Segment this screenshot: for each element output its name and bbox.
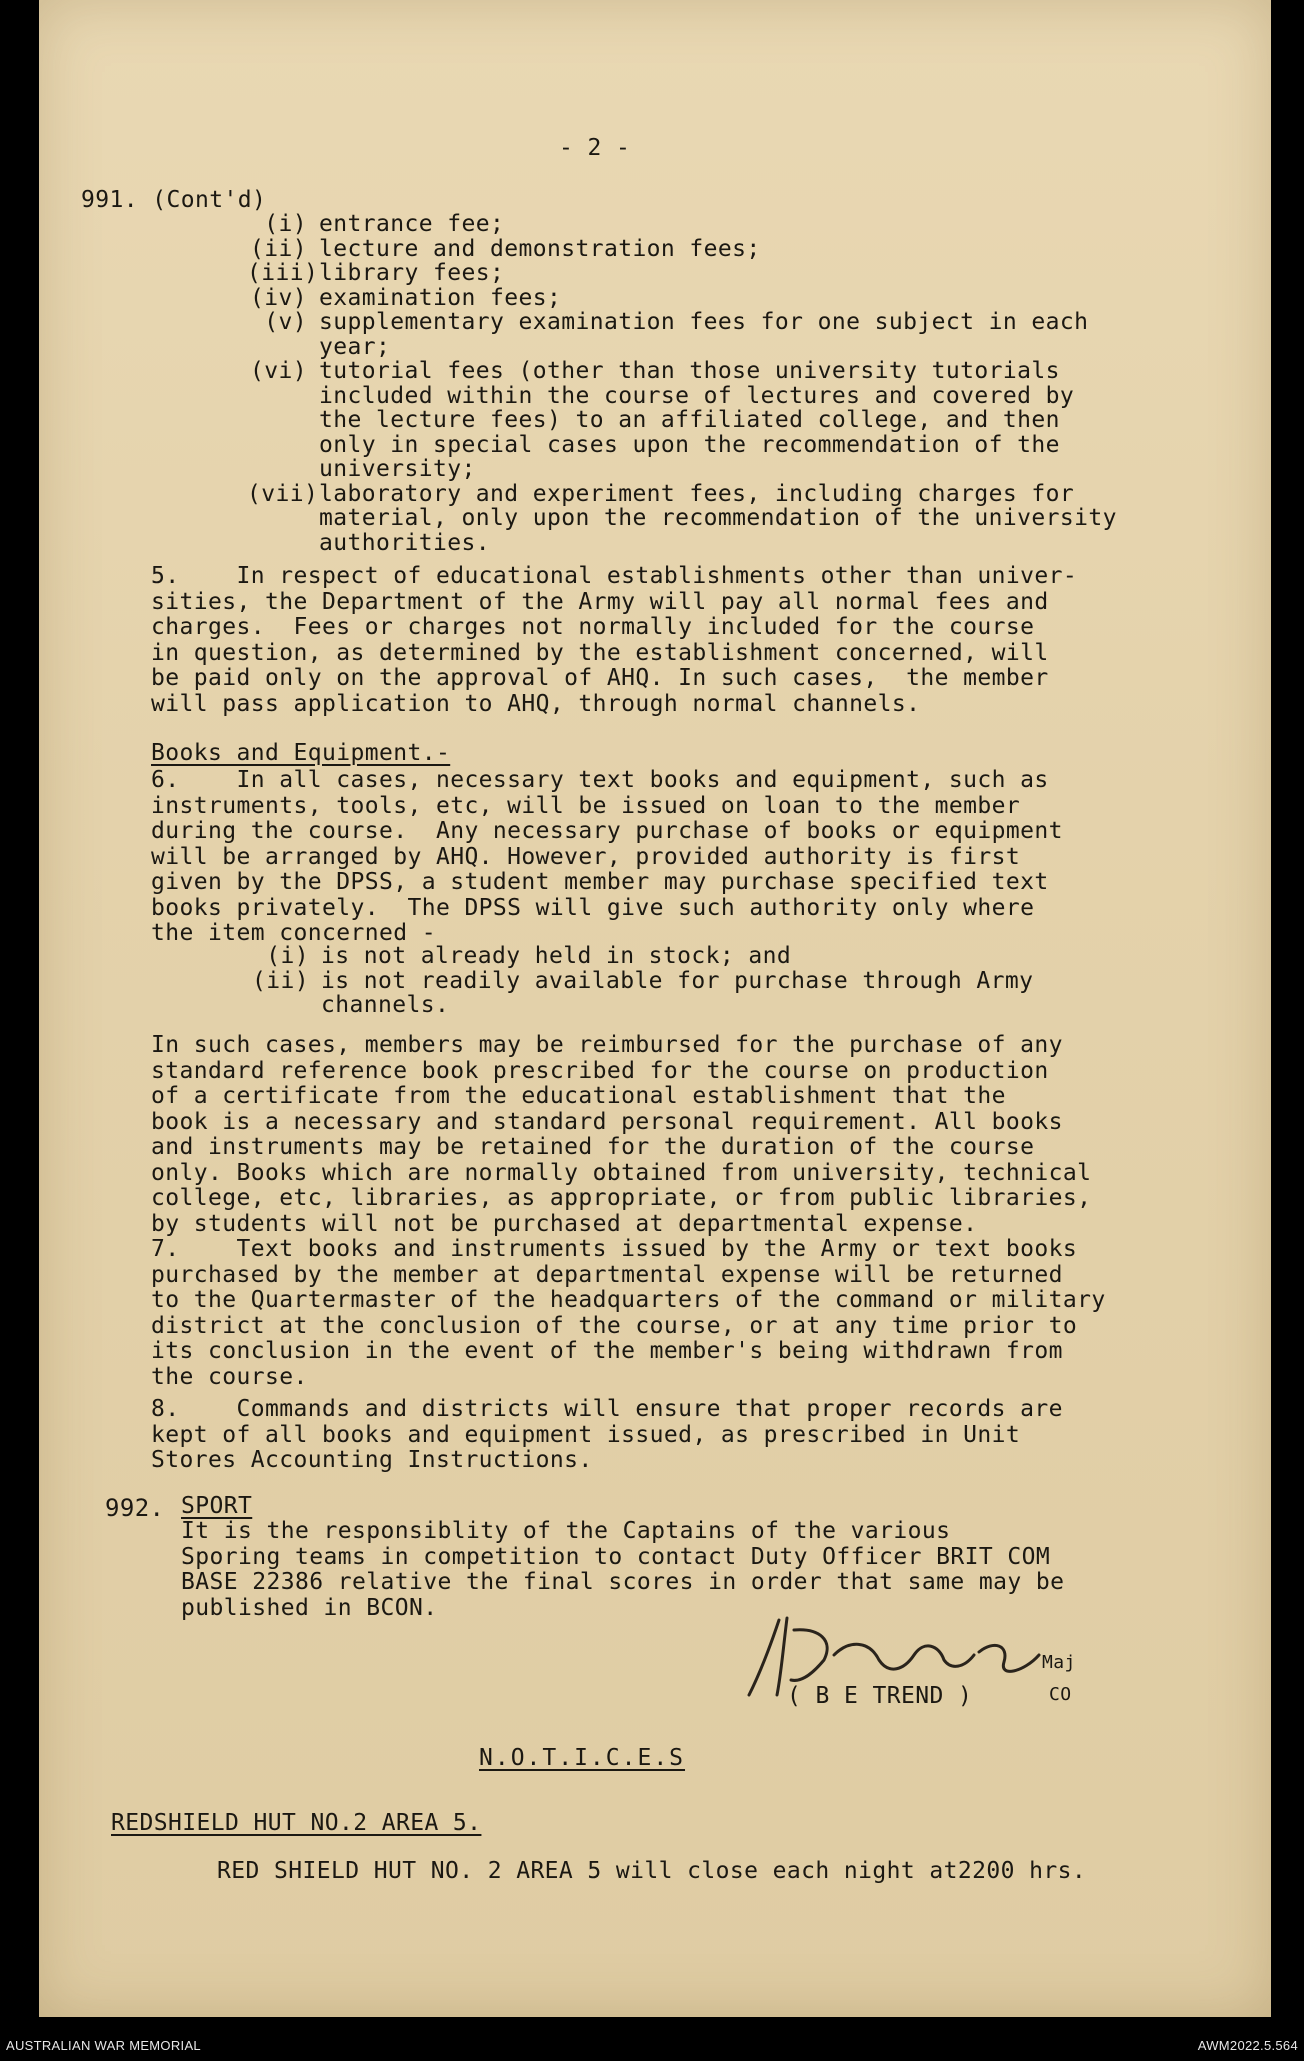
- item_991.para_6_cont-line: standard reference book prescribed for the course on production: [151, 1057, 1049, 1084]
- footer-left-label: AUSTRALIAN WAR MEMORIAL: [6, 2038, 201, 2053]
- subitem-text: included within the course of lectures and covered by: [319, 382, 1075, 409]
- subitem-text: the lecture fees) to an affiliated college, and then: [319, 407, 1060, 433]
- signature-name: ( B E TREND ): [787, 1683, 973, 1709]
- subitem-text: entrance fee;: [319, 211, 505, 237]
- paragraph-8: [151, 1397, 1063, 1474]
- item_991.para_6_cont-line: and instruments may be retained for the duration of the course: [151, 1134, 1035, 1160]
- notices-subheading: REDSHIELD HUT NO.2 AREA 5.: [111, 1810, 482, 1836]
- item_991.para_5-line: sities, the Department of the Army will pay all normal fees and: [151, 588, 1049, 615]
- paragraph-6-continued: [151, 1033, 1091, 1237]
- item_991.para_8-line: 8. Commands and districts will ensure that proper records are: [151, 1396, 1063, 1422]
- item_991.para_6_cont-line: book is a necessary and standard personal requirement. All books: [151, 1108, 1063, 1135]
- subitem-text: examination fees;: [319, 284, 562, 311]
- item_991.para_6-line: will be arranged by AHQ. However, provided authority is first: [151, 843, 1021, 870]
- item_991.para_7-line: to the Quartermaster of the headquarters of the command or military: [151, 1287, 1106, 1313]
- footer-bar: [0, 2017, 1304, 2061]
- item_991.para_8-line: kept of all books and equipment issued, as prescribed in Unit: [151, 1421, 1021, 1448]
- item_991.para_6-line: given by the DPSS, a student member may purchase specified text: [151, 869, 1049, 895]
- subitem-text: lecture and demonstration fees;: [319, 235, 761, 262]
- document-body: [39, 0, 1271, 2017]
- signature-title: CO: [1049, 1684, 1072, 1705]
- subitem-text: tutorial fees (other than those university tutorials: [319, 358, 1060, 384]
- subitem-number: (v): [264, 309, 307, 335]
- subitem-number: (ii): [252, 967, 309, 994]
- subitem-text: university;: [319, 456, 476, 482]
- item_991.para_6_cont-line: by students will not be purchased at departmental expense.: [151, 1210, 978, 1237]
- item_991.para_5-line: in question, as determined by the establishment concerned, will: [151, 639, 1049, 666]
- notices-heading: N.O.T.I.C.E.S: [479, 1745, 686, 1771]
- subitem-text: material, only upon the recommendation of the university: [319, 505, 1117, 531]
- item_991.para_5-line: 5. In respect of educational establishments other than univer-: [151, 563, 1078, 589]
- item_992.lines-line: It is the responsiblity of the Captains of the various: [181, 1518, 951, 1544]
- signature-suffix: Maj: [1042, 1652, 1076, 1673]
- item_991.para_8-line: Stores Accounting Instructions.: [151, 1447, 593, 1473]
- item_991.para_7-line: purchased by the member at departmental expense will be returned: [151, 1261, 1063, 1288]
- item-992-heading: SPORT: [181, 1493, 253, 1519]
- subitem-number: (i): [264, 211, 307, 237]
- item_991.para_6-line: books privately. The DPSS will give such authority only where: [151, 894, 1035, 921]
- item_991.para_5-line: charges. Fees or charges not normally included for the course: [151, 614, 1035, 640]
- item-991-label: 991. (Cont'd): [81, 187, 267, 213]
- item_991.para_6-line: 6. In all cases, necessary text books and equipment, such as: [151, 767, 1049, 793]
- subitem-text: library fees;: [319, 260, 505, 286]
- item_991.para_6_cont-line: In such cases, members may be reimbursed for the purchase of any: [151, 1032, 1063, 1058]
- item_991.para_7-line: 7. Text books and instruments issued by the Army or text books: [151, 1236, 1078, 1262]
- paragraph-7: [151, 1237, 1106, 1390]
- subitem-number: (vii): [247, 480, 319, 507]
- item_991.para_5-line: be paid only on the approval of AHQ. In such cases, the member: [151, 665, 1049, 691]
- item_991.para_6-line: instruments, tools, etc, will be issued on loan to the member: [151, 792, 1021, 819]
- subitem-number: (iv): [250, 284, 307, 311]
- subitem-text: year;: [319, 333, 391, 360]
- subitem-number: (i): [266, 943, 309, 969]
- paragraph-5: [151, 564, 1077, 717]
- item-992-label: 992.: [105, 1494, 165, 1522]
- books-heading: Books and Equipment.-: [151, 740, 451, 766]
- footer-right-label: AWM2022.5.564: [1197, 2038, 1298, 2053]
- paragraph-6: [151, 768, 1063, 947]
- subitem-text: supplementary examination fees for one subject in each: [319, 309, 1089, 335]
- item_991.para_6_cont-line: of a certificate from the educational establishment that the: [151, 1083, 1006, 1109]
- subitem-number: (ii): [250, 235, 307, 262]
- subitem-text: authorities.: [319, 529, 490, 556]
- page-number: - 2 -: [559, 135, 631, 161]
- item_991.para_6-line: during the course. Any necessary purchase of books or equipment: [151, 818, 1063, 844]
- subitem-text: is not already held in stock; and: [321, 943, 792, 969]
- subitem-number: (iii): [247, 260, 319, 286]
- item_992.lines-line: Sporing teams in competition to contact Duty Officer BRIT COM: [181, 1543, 1051, 1570]
- subitem-text: channels.: [321, 992, 450, 1018]
- item_992.lines-line: BASE 22386 relative the final scores in order that same may be: [181, 1569, 1065, 1595]
- document-page: [39, 0, 1271, 2017]
- item_991.para_6-line: the item concerned -: [151, 920, 436, 946]
- item_991.para_7-line: the course.: [151, 1363, 308, 1390]
- item_991.para_6_cont-line: only. Books which are normally obtained from university, technical: [151, 1159, 1092, 1186]
- subitem-text: laboratory and experiment fees, including charges for: [319, 480, 1075, 507]
- subitem-text: is not readily available for purchase through Army: [321, 967, 1034, 994]
- subitem-number: (vi): [250, 358, 307, 384]
- item_992.lines-line: published in BCON.: [181, 1594, 438, 1621]
- notices-line: RED SHIELD HUT NO. 2 AREA 5 will close each night at2200 hrs.: [217, 1858, 1087, 1884]
- item_991.para_7-line: its conclusion in the event of the member's being withdrawn from: [151, 1338, 1063, 1364]
- item_991.para_6_cont-line: college, etc, libraries, as appropriate, or from public libraries,: [151, 1185, 1092, 1211]
- item_991.para_7-line: district at the conclusion of the course, or at any time prior to: [151, 1312, 1078, 1339]
- subitem-text: only in special cases upon the recommendation of the: [319, 431, 1060, 458]
- item_991.para_5-line: will pass application to AHQ, through normal channels.: [151, 690, 921, 717]
